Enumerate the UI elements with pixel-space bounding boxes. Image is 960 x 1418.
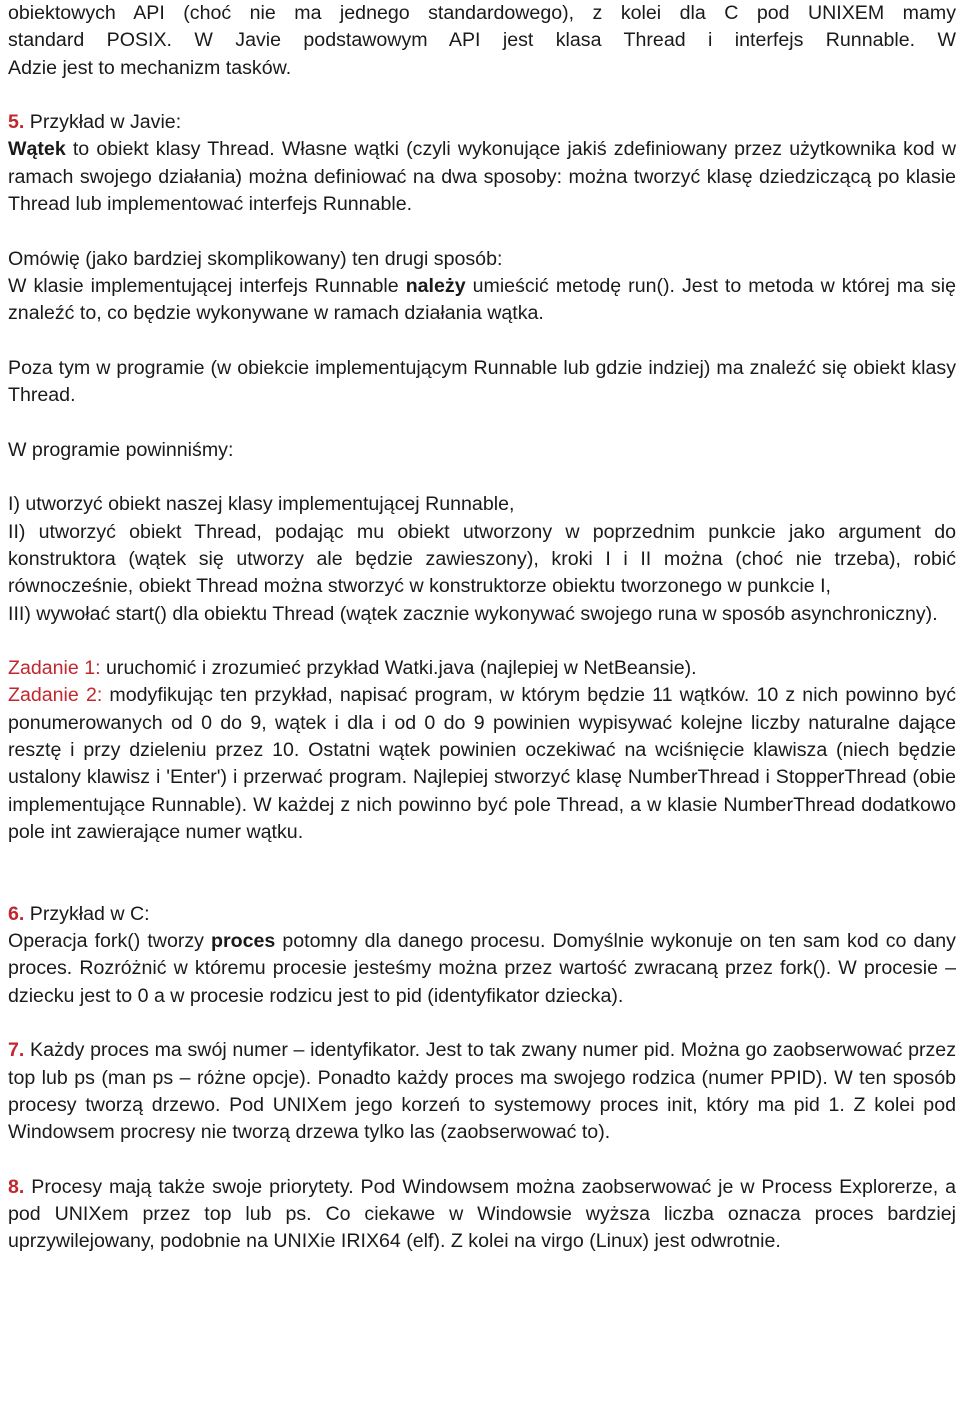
- section-number: 6.: [8, 902, 25, 925]
- spacer: [8, 409, 956, 436]
- section-6-heading: [8, 901, 956, 928]
- spacer: [8, 1010, 956, 1037]
- section-7-paragraph: [8, 1037, 956, 1146]
- task-label: Zadanie 1:: [8, 657, 101, 680]
- bold-term: należy: [405, 274, 466, 297]
- intro-line-1: obiektowych API (choć nie ma jednego standardowego), z kolei dla C pod UNIXEM mamy: [8, 2, 956, 24]
- spacer: [8, 218, 956, 245]
- step-3: III) wywołać start() dla obiektu Thread (wątek zacznie wykonywać swojego runa w sposób asynchroniczny).: [8, 602, 938, 625]
- section-number: 7.: [8, 1039, 25, 1062]
- task-label: Zadanie 2:: [8, 684, 103, 707]
- task-2: [8, 682, 956, 846]
- section-6-paragraph: [8, 928, 956, 1010]
- paragraph-text: W klasie implementującej interfejs Runnable: [8, 274, 406, 297]
- poza-paragraph: Poza tym w programie (w obiekcie implementującym Runnable lub gdzie indziej) ma znaleźć się obiekt klasy Thread.: [8, 356, 956, 407]
- spacer: [8, 464, 956, 491]
- paragraph-text: Operacja fork() tworzy: [8, 930, 212, 953]
- section-title: Przykład w C:: [24, 902, 150, 925]
- document-page: [8, 0, 956, 1256]
- task-text: modyfikując ten przykład, napisać program, w którym będzie 11 wątków. 10 z nich powinno być ponumerowanych od 0 do 9, wątek i dla i od 0 do 9 powinien wypisywać kolejne liczby naturalne dające resztę i przy dzieleniu przez 10. Ostatni wątek powinien oczekiwać na wciśnięcie klawisza (niech będzie ustalony klawisz i 'Enter') i przerwać program. Najlepiej stworzyć klasę NumberThread i StopperThread (obie implementujące Runnable). W każdej z nich powinno być pole Thread, a w klasie NumberThread dodatkowo pole int zawierające numer wątku.: [8, 684, 956, 843]
- spacer: [8, 1146, 956, 1173]
- paragraph-text: Procesy mają także swoje priorytety. Pod Windowsem można zaobserwować je w Process Explorerze, a pod UNIXem przez top lub ps. Co ciekawe w Windowsie wyższa liczba oznacza proces bardziej uprzywilejowany, podobnie na UNIXie IRIX64 (elf). Z kolei na virgo (Linux) jest odwrotnie.: [8, 1175, 956, 1253]
- section-number: 5.: [8, 111, 25, 134]
- task-text: uruchomić i zrozumieć przykład Watki.java (najlepiej w NetBeansie).: [100, 657, 697, 680]
- bold-term: Wątek: [8, 138, 66, 161]
- spacer: [8, 846, 956, 901]
- spacer: [8, 628, 956, 655]
- paragraph-text: umieścić metodę run(). Jest to metoda w której ma się znaleźć to, co będzie wykonywane w ramach działania wątka.: [8, 274, 956, 325]
- step-1: I) utworzyć obiekt naszej klasy implementującej Runnable,: [8, 493, 515, 516]
- intro-line-3: Adzie jest to mechanizm tasków.: [8, 56, 292, 79]
- section-8-paragraph: [8, 1174, 956, 1256]
- section-5-paragraph: [8, 136, 956, 218]
- section-number: 8.: [8, 1175, 25, 1198]
- section-title: Przykład w Javie:: [24, 111, 182, 134]
- spacer: [8, 328, 956, 355]
- intro-line-2: standard POSIX. W Javie podstawowym API jest klasa Thread i interfejs Runnable. W: [8, 29, 956, 52]
- task-1: [8, 655, 956, 682]
- paragraph-text: potomny dla danego procesu. Domyślnie wykonuje on ten sam kod co dany proces. Rozróżnić w któremu procesie jesteśmy można przez wartość zwracaną przez fork(). W procesie – dziecku jest to 0 a w procesie rodzicu jest to pid (identyfikator dziecka).: [8, 930, 956, 1007]
- section-5-heading: [8, 109, 956, 136]
- bold-term: proces: [211, 930, 276, 953]
- powinnismy-heading: W programie powinniśmy:: [8, 438, 234, 461]
- discuss-intro: Omówię (jako bardziej skomplikowany) ten drugi sposób:: [8, 247, 503, 270]
- paragraph-text: Każdy proces ma swój numer – identyfikator. Jest to tak zwany numer pid. Można go zaobserwować przez top lub ps (man ps – różne opcje). Ponadto każdy proces ma swojego rodzica (numer PPID). W ten sposób procesy tworzą drzewo. Pod UNIXem jego korzeń to systemowy proces init, który ma pid 1. Z kolei pod Windowsem procresy nie tworzą drzewa tylko las (zaobserwować to).: [8, 1039, 956, 1144]
- step-2: II) utworzyć obiekt Thread, podając mu obiekt utworzony w poprzednim punkcie jako argument do konstruktora (wątek się utworzy ale będzie zawieszony), kroki I i II można (choć nie trzeba), robić równocześnie, obiekt Thread można stworzyć w konstruktorze obiektu tworzonego w punkcie I,: [8, 520, 956, 598]
- paragraph-text: to obiekt klasy Thread. Własne wątki (czyli wykonujące jakiś zdefiniowany przez użytkownika kod w ramach swojego działania) można definiować na dwa sposoby: można tworzyć klasę dziedziczącą po klasie Thread lub implementować interfejs Runnable.: [8, 138, 956, 216]
- discuss-paragraph: [8, 273, 956, 328]
- spacer: [8, 82, 956, 109]
